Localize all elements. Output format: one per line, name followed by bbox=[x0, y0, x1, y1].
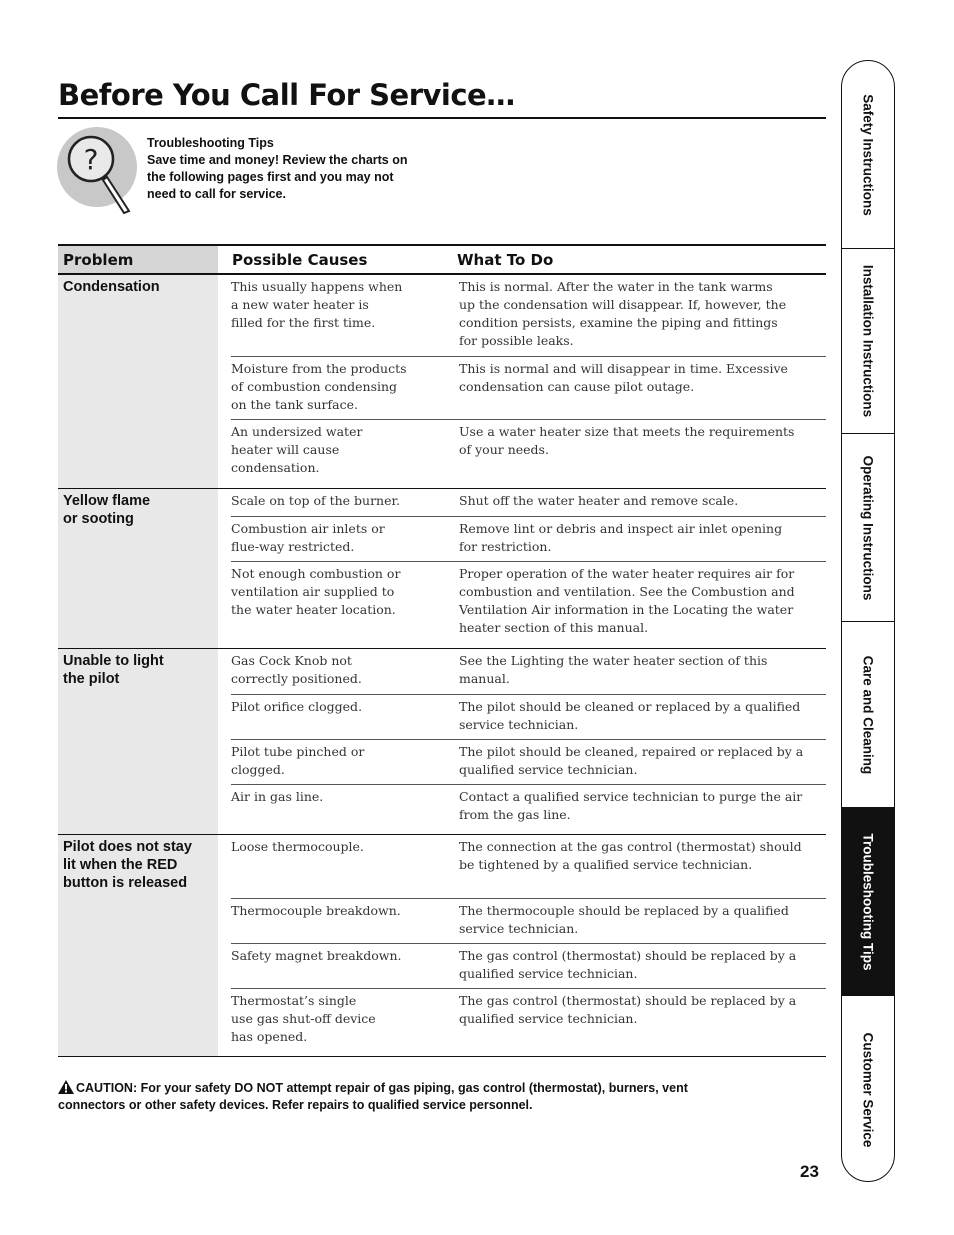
what-to-do-line: Shut off the water heater and remove scale. bbox=[459, 493, 739, 508]
what-to-do-line: for restriction. bbox=[459, 539, 552, 554]
caution-label: CAUTION: bbox=[76, 1081, 138, 1095]
table-row bbox=[218, 835, 826, 898]
what-to-do-line: of your needs. bbox=[459, 442, 549, 457]
cause-line: Scale on top of the burner. bbox=[231, 493, 401, 508]
what-to-do-line: See the Lighting the water heater section of this bbox=[459, 653, 768, 668]
problem-group bbox=[58, 649, 826, 835]
what-to-do-line: combustion and ventilation. See the Combustion and bbox=[459, 584, 795, 599]
svg-text:?: ? bbox=[83, 143, 99, 176]
table-row bbox=[231, 739, 826, 784]
cause-line: clogged. bbox=[231, 762, 285, 777]
what-to-do-line: The thermocouple should be replaced by a qualified bbox=[459, 903, 789, 918]
caution-text: For your safety DO NOT attempt repair of gas piping, gas control (thermostat), burners, vent bbox=[137, 1081, 688, 1095]
cause-line: Thermostat’s single bbox=[231, 993, 357, 1008]
table-row bbox=[218, 489, 826, 516]
cause-line: An undersized water bbox=[231, 424, 363, 439]
problem-line: lit when the RED bbox=[63, 857, 178, 873]
what-to-do-line: The gas control (thermostat) should be replaced by a bbox=[459, 948, 797, 963]
problem-group bbox=[58, 275, 826, 489]
cause-cell bbox=[218, 835, 447, 898]
cause-line: flue-way restricted. bbox=[231, 539, 355, 554]
what-to-do-cell bbox=[447, 695, 826, 739]
what-to-do-cell bbox=[447, 835, 826, 898]
what-to-do-cell bbox=[447, 899, 826, 943]
cause-cell bbox=[218, 275, 447, 356]
what-to-do-line: This is normal. After the water in the tank warms bbox=[459, 279, 773, 294]
cause-rows bbox=[218, 649, 826, 834]
cause-cell bbox=[218, 489, 447, 516]
what-to-do-cell bbox=[447, 357, 826, 419]
what-to-do-cell bbox=[447, 944, 826, 988]
what-to-do-line: Contact a qualified service technician to purge the air bbox=[459, 789, 803, 804]
problem-line: Pilot does not stay bbox=[63, 839, 192, 855]
problem-group bbox=[58, 489, 826, 649]
problem-line: the pilot bbox=[63, 671, 120, 687]
tips-line: the following pages first and you may not bbox=[147, 170, 394, 184]
what-to-do-cell bbox=[447, 420, 826, 488]
what-to-do-cell bbox=[447, 740, 826, 784]
table-row bbox=[231, 516, 826, 561]
what-to-do-cell bbox=[447, 989, 826, 1056]
what-to-do-line: This is normal and will disappear in time. Excessive bbox=[459, 361, 788, 376]
page-number: 23 bbox=[800, 1162, 819, 1181]
what-to-do-line: condensation can cause pilot outage. bbox=[459, 379, 695, 394]
cause-line: of combustion condensing bbox=[231, 379, 398, 394]
what-to-do-line: Use a water heater size that meets the requirements bbox=[459, 424, 795, 439]
cause-line: Safety magnet breakdown. bbox=[231, 948, 402, 963]
side-tab-care-and-cleaning[interactable] bbox=[842, 621, 894, 807]
problem-cell bbox=[58, 489, 218, 648]
what-to-do-cell bbox=[447, 649, 826, 694]
tips-line: need to call for service. bbox=[147, 187, 286, 201]
tips-heading: Troubleshooting Tips bbox=[147, 136, 274, 150]
page-title: Before You Call For Service… bbox=[58, 78, 515, 112]
cause-line: Loose thermocouple. bbox=[231, 839, 364, 854]
what-to-do-line: be tightened by a qualified service technician. bbox=[459, 857, 753, 872]
cause-cell bbox=[231, 899, 447, 943]
table-row bbox=[231, 419, 826, 488]
title-rule bbox=[58, 117, 826, 119]
what-to-do-cell bbox=[447, 562, 826, 648]
what-to-do-line: The gas control (thermostat) should be replaced by a bbox=[459, 993, 797, 1008]
warning-icon bbox=[58, 1080, 74, 1094]
side-tab-safety-instructions[interactable] bbox=[842, 61, 894, 248]
side-tab-installation-instructions[interactable] bbox=[842, 248, 894, 433]
cause-cell bbox=[231, 695, 447, 739]
side-tab-operating-instructions[interactable] bbox=[842, 433, 894, 621]
table-row bbox=[231, 784, 826, 834]
table-row bbox=[218, 649, 826, 694]
cause-line: Thermocouple breakdown. bbox=[231, 903, 401, 918]
cause-cell bbox=[231, 785, 447, 834]
what-to-do-line: condition persists, examine the piping and fittings bbox=[459, 315, 778, 330]
table-row bbox=[231, 943, 826, 988]
what-to-do-line: heater section of this manual. bbox=[459, 620, 649, 635]
cause-line: filled for the first time. bbox=[231, 315, 376, 330]
header-problem: Problem bbox=[58, 246, 218, 273]
tips-line: Save time and money! Review the charts on bbox=[147, 153, 408, 167]
what-to-do-cell bbox=[447, 489, 826, 516]
what-to-do-cell bbox=[447, 275, 826, 356]
header-what-to-do: What To Do bbox=[457, 251, 554, 269]
cause-line: the water heater location. bbox=[231, 602, 396, 617]
what-to-do-line: Ventilation Air information in the Locating the water bbox=[459, 602, 794, 617]
problem-line: or sooting bbox=[63, 511, 134, 527]
problem-line: Condensation bbox=[63, 279, 160, 295]
cause-rows bbox=[218, 835, 826, 1056]
what-to-do-line: Remove lint or debris and inspect air inlet opening bbox=[459, 521, 783, 536]
side-tab-label: Operating Instructions bbox=[860, 455, 876, 600]
what-to-do-line: Proper operation of the water heater requires air for bbox=[459, 566, 795, 581]
table-row bbox=[231, 898, 826, 943]
cause-cell bbox=[231, 357, 447, 419]
side-tab-label: Care and Cleaning bbox=[860, 655, 876, 774]
side-tab-troubleshooting-tips[interactable] bbox=[842, 807, 894, 995]
problem-cell bbox=[58, 275, 218, 488]
what-to-do-line: up the condensation will disappear. If, however, the bbox=[459, 297, 787, 312]
cause-cell bbox=[231, 740, 447, 784]
cause-cell bbox=[218, 649, 447, 694]
what-to-do-line: manual. bbox=[459, 671, 510, 686]
cause-line: heater will cause bbox=[231, 442, 340, 457]
what-to-do-line: qualified service technician. bbox=[459, 1011, 638, 1026]
troubleshooting-tips-intro bbox=[147, 135, 457, 203]
what-to-do-line: from the gas line. bbox=[459, 807, 571, 822]
cause-cell bbox=[231, 944, 447, 988]
cause-line: condensation. bbox=[231, 460, 320, 475]
header-possible-causes: Possible Causes bbox=[232, 251, 368, 269]
troubleshooting-table bbox=[58, 244, 826, 1057]
cause-rows bbox=[218, 489, 826, 648]
cause-line: Air in gas line. bbox=[231, 789, 324, 804]
side-tab-label: Safety Instructions bbox=[860, 93, 876, 216]
problem-cell bbox=[58, 835, 218, 1056]
what-to-do-cell bbox=[447, 785, 826, 834]
what-to-do-cell bbox=[447, 517, 826, 561]
caution-text: connectors or other safety devices. Refer repairs to qualified service personnel. bbox=[58, 1098, 533, 1112]
problem-line: Yellow flame bbox=[63, 493, 151, 509]
cause-line: Combustion air inlets or bbox=[231, 521, 385, 536]
table-row bbox=[218, 275, 826, 356]
side-section-nav bbox=[841, 60, 895, 1182]
problem-group bbox=[58, 835, 826, 1057]
table-row bbox=[231, 988, 826, 1056]
cause-line: has opened. bbox=[231, 1029, 308, 1044]
cause-line: correctly positioned. bbox=[231, 671, 362, 686]
table-header bbox=[58, 244, 826, 275]
side-tab-label: Troubleshooting Tips bbox=[860, 833, 876, 970]
cause-cell bbox=[231, 562, 447, 648]
question-magnifier-icon bbox=[55, 125, 140, 220]
cause-line: ventilation air supplied to bbox=[231, 584, 395, 599]
cause-line: on the tank surface. bbox=[231, 397, 358, 412]
problem-cell bbox=[58, 649, 218, 834]
caution-note bbox=[58, 1080, 826, 1114]
problem-line: button is released bbox=[63, 875, 188, 891]
cause-line: a new water heater is bbox=[231, 297, 369, 312]
table-row bbox=[231, 356, 826, 419]
cause-line: Moisture from the products bbox=[231, 361, 407, 376]
cause-rows bbox=[218, 275, 826, 488]
cause-cell bbox=[231, 420, 447, 488]
problem-line: Unable to light bbox=[63, 653, 164, 669]
what-to-do-line: The pilot should be cleaned, repaired or replaced by a bbox=[459, 744, 804, 759]
what-to-do-line: qualified service technician. bbox=[459, 966, 638, 981]
table-body bbox=[58, 275, 826, 1057]
what-to-do-line: service technician. bbox=[459, 921, 579, 936]
table-row bbox=[231, 561, 826, 648]
side-tab-label: Customer Service bbox=[860, 1032, 876, 1147]
side-tab-customer-service[interactable] bbox=[842, 995, 894, 1182]
what-to-do-line: The connection at the gas control (thermostat) should bbox=[459, 839, 802, 854]
table-row bbox=[231, 694, 826, 739]
cause-line: This usually happens when bbox=[231, 279, 403, 294]
what-to-do-line: The pilot should be cleaned or replaced by a qualified bbox=[459, 699, 801, 714]
cause-line: Pilot tube pinched or bbox=[231, 744, 365, 759]
what-to-do-line: service technician. bbox=[459, 717, 579, 732]
cause-line: Gas Cock Knob not bbox=[231, 653, 352, 668]
side-tab-label: Installation Instructions bbox=[860, 264, 876, 418]
cause-cell bbox=[231, 517, 447, 561]
what-to-do-line: qualified service technician. bbox=[459, 762, 638, 777]
cause-line: Not enough combustion or bbox=[231, 566, 401, 581]
what-to-do-line: for possible leaks. bbox=[459, 333, 574, 348]
cause-cell bbox=[231, 989, 447, 1056]
cause-line: use gas shut-off device bbox=[231, 1011, 376, 1026]
cause-line: Pilot orifice clogged. bbox=[231, 699, 363, 714]
